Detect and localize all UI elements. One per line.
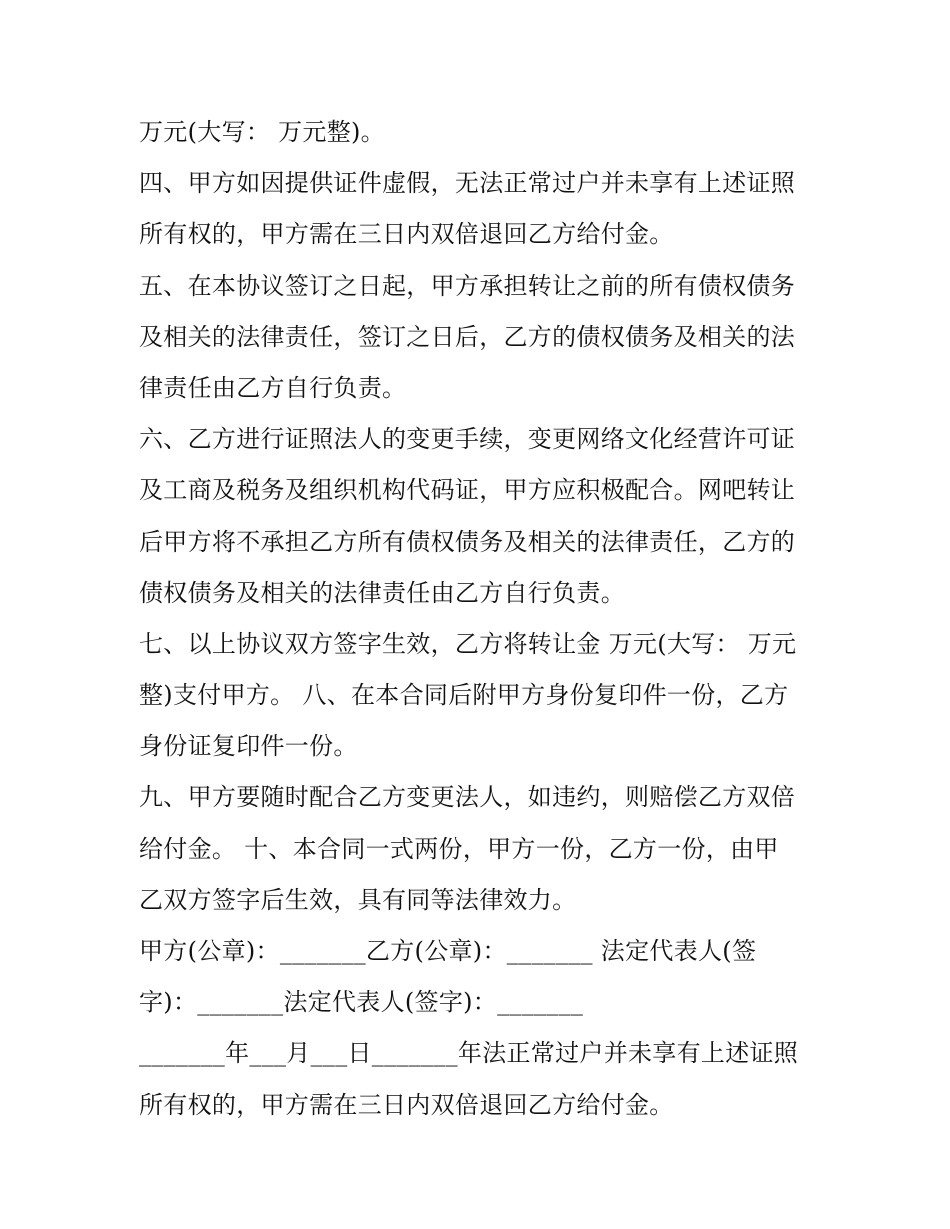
- text-line: 七、以上协议双方签字生效，乙方将转让金 万元(大写： 万元: [139, 629, 797, 658]
- text-line: 九、甲方要随时配合乙方变更法人，如违约，则赔偿乙方双倍: [139, 783, 796, 812]
- text-line: 万元(大写： 万元整)。: [139, 118, 385, 146]
- text-line: 及相关的法律责任，签订之日后，乙方的债权债务及相关的法: [139, 322, 796, 351]
- text-line: 给付金。 十、本合同一式两份，甲方一份，乙方一份，由甲: [139, 834, 779, 863]
- text-line: 律责任由乙方自行负责。: [139, 373, 407, 402]
- text-line: 乙双方签字后生效，具有同等法律效力。: [139, 885, 577, 914]
- text-line: 身份证复印件一份。: [139, 732, 358, 761]
- date-line: _______年___月___日_______年法正常过户并未享有上述证照: [139, 1039, 799, 1068]
- text-line: 四、甲方如因提供证件虚假，无法正常过户并未享有上述证照: [139, 169, 796, 198]
- text-line: 五、在本协议签订之日起，甲方承担转让之前的所有债权债务: [139, 271, 796, 300]
- signature-line: 甲方(公章)：_______乙方(公章)：_______ 法定代表人(签: [139, 937, 757, 965]
- text-line: 后甲方将不承担乙方所有债权债务及相关的法律责任，乙方的: [139, 527, 796, 556]
- text-line: 债权债务及相关的法律责任由乙方自行负责。: [139, 578, 625, 607]
- text-line: 六、乙方进行证照法人的变更手续，变更网络文化经营许可证: [139, 425, 796, 454]
- contract-text: [139, 107, 819, 1131]
- text-line: 及工商及税务及组织机构代码证，甲方应积极配合。网吧转让: [139, 476, 796, 505]
- text-line: 整)支付甲方。 八、在本合同后附甲方身份复印件一份，乙方: [139, 681, 789, 710]
- signature-line: 字)：_______法定代表人(签字)：_______: [139, 988, 584, 1017]
- text-line: 所有权的，甲方需在三日内双倍退回乙方给付金。: [139, 1090, 674, 1119]
- text-line: 所有权的，甲方需在三日内双倍退回乙方给付金。: [139, 220, 674, 249]
